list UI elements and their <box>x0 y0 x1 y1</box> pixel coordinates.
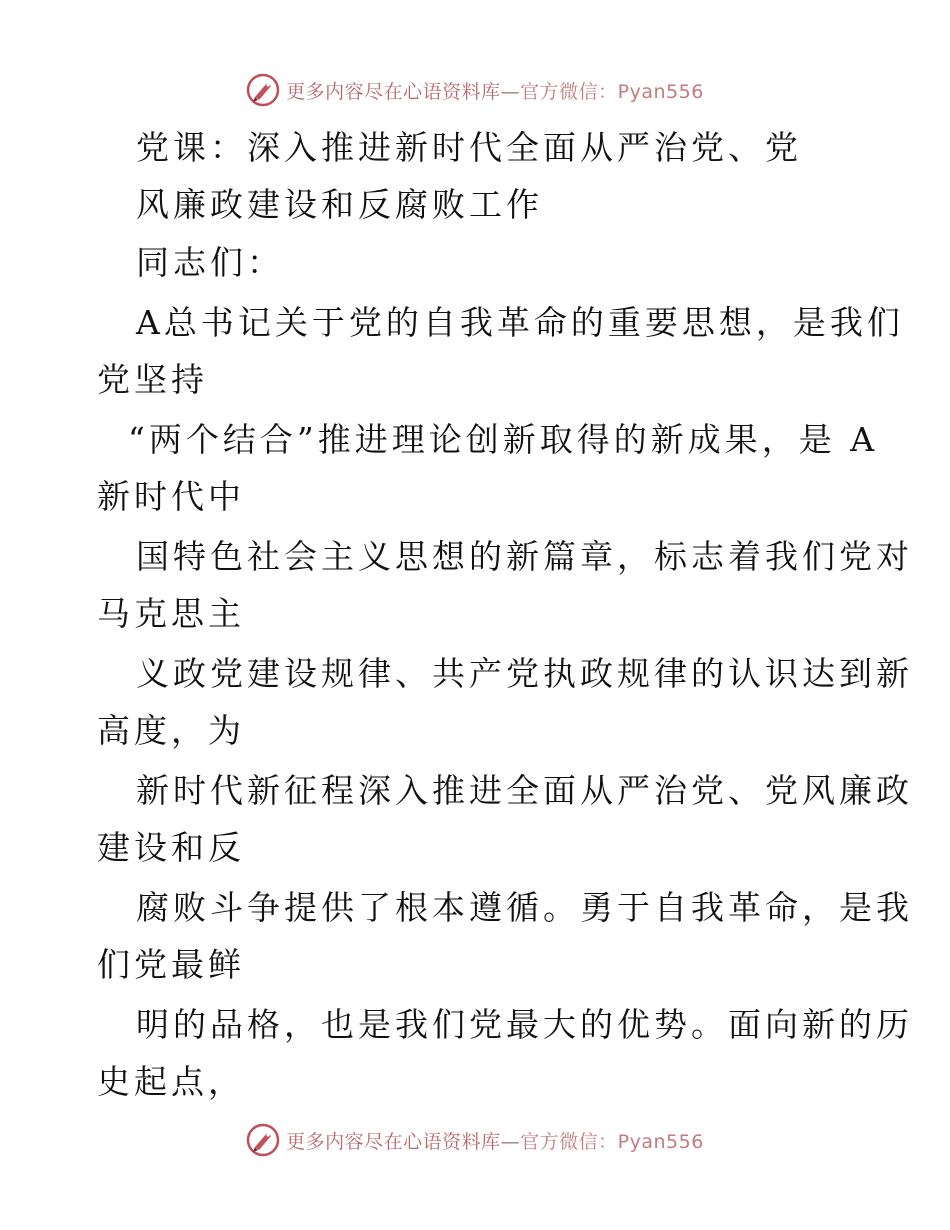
paragraph-line: 国特色社会主义思想的新篇章，标志着我们党对 <box>136 537 913 576</box>
paragraph-line: 党坚持 <box>97 360 208 399</box>
banner-contact-text: 官方微信：Pyan556 <box>520 1130 704 1153</box>
pen-nib-logo-icon <box>246 73 280 107</box>
paragraph-line: 义政党建设规律、共产党执政规律的认识达到新 <box>136 654 913 693</box>
paragraph-line: 们党最鲜 <box>97 945 245 984</box>
paragraph-line: 明的品格，也是我们党最大的优势。面向新的历 <box>136 1005 913 1044</box>
paragraph-line: 史起点， <box>97 1062 245 1101</box>
banner-text <box>286 1127 704 1154</box>
banner-dash: — <box>500 80 521 103</box>
pen-nib-logo-icon <box>246 1123 280 1157</box>
paragraph-line: 高度，为 <box>97 711 245 750</box>
document-title-line-2: 风廉政建设和反腐败工作 <box>136 185 543 224</box>
paragraph-line: 新时代新征程深入推进全面从严治党、党风廉政 <box>136 771 913 810</box>
footer-banner <box>0 1118 950 1162</box>
header-banner <box>0 68 950 112</box>
paragraph-line: 建设和反 <box>97 828 245 867</box>
paragraph-line: “两个结合”推进理论创新取得的新成果，是 A <box>128 420 879 459</box>
paragraph-line: 新时代中 <box>97 477 245 516</box>
banner-dash: — <box>500 1130 521 1153</box>
banner-text <box>286 77 704 104</box>
document-title-line-1: 党课：深入推进新时代全面从严治党、党 <box>136 128 802 167</box>
paragraph-line: 马克思主 <box>97 594 245 633</box>
paragraph-line: 腐败斗争提供了根本遵循。勇于自我革命，是我 <box>136 888 913 927</box>
salutation: 同志们： <box>136 243 284 282</box>
banner-main-text: 更多内容尽在心语资料库 <box>286 1130 501 1153</box>
banner-main-text: 更多内容尽在心语资料库 <box>286 80 501 103</box>
banner-contact-text: 官方微信：Pyan556 <box>520 80 704 103</box>
paragraph-line: A总书记关于党的自我革命的重要思想，是我们 <box>136 303 904 342</box>
